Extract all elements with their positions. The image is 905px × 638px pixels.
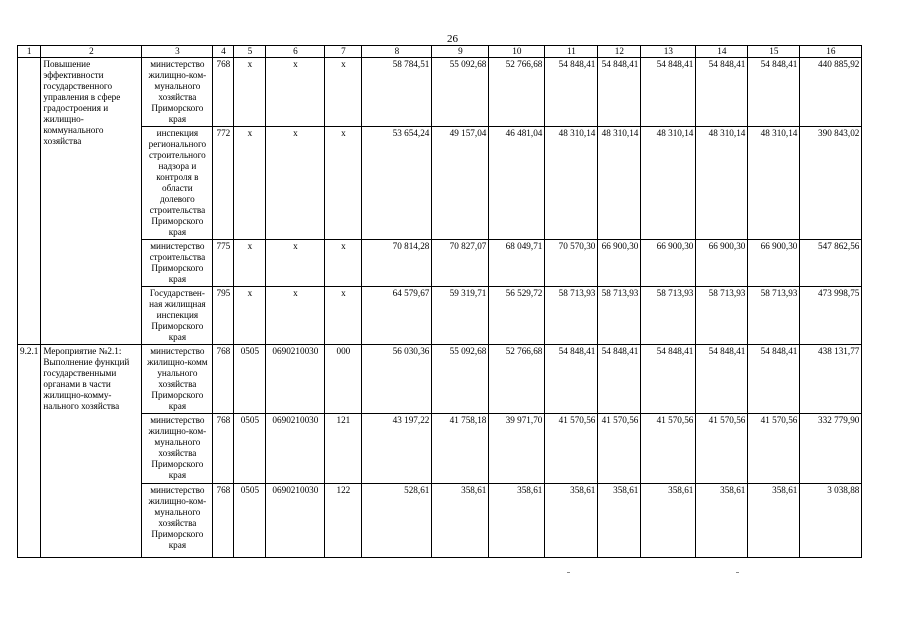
- item-number-cell: [18, 58, 41, 345]
- year-value-cell: 68 049,71: [489, 240, 545, 287]
- column-header: 16: [800, 46, 862, 58]
- column-header: 12: [598, 46, 641, 58]
- column-header: 4: [213, 46, 234, 58]
- year-value-cell: 48 310,14: [598, 127, 641, 240]
- year-value-cell: 66 900,30: [696, 240, 748, 287]
- year-value-cell: 56 529,72: [489, 287, 545, 345]
- year-value-cell: 54 848,41: [545, 345, 598, 414]
- column-header: 9: [432, 46, 489, 58]
- expense-type-code-cell: 122: [325, 484, 362, 558]
- table-row: [18, 58, 862, 127]
- item-number-cell: 9.2.1: [18, 345, 41, 558]
- column-header: 11: [545, 46, 598, 58]
- year-value-cell: 54 848,41: [748, 345, 800, 414]
- scan-speck: [567, 572, 570, 573]
- column-header: 1: [18, 46, 41, 58]
- year-value-cell: 54 848,41: [598, 58, 641, 127]
- year-value-cell: 41 570,56: [598, 414, 641, 484]
- table-row: [18, 127, 862, 240]
- year-value-cell: 58 713,93: [545, 287, 598, 345]
- year-value-cell: 358,61: [696, 484, 748, 558]
- year-value-cell: 41 570,56: [748, 414, 800, 484]
- year-value-cell: 54 848,41: [641, 345, 696, 414]
- year-value-cell: 52 766,68: [489, 345, 545, 414]
- total-value-cell: 390 843,02: [800, 127, 862, 240]
- year-value-cell: 46 481,04: [489, 127, 545, 240]
- grbs-code-cell: 768: [213, 58, 234, 127]
- year-value-cell: 358,61: [748, 484, 800, 558]
- item-name-cell: Повышение эффективности государственного управления в сфере градостроения и жилищно-коммунального хозяйства: [41, 58, 142, 345]
- table-row: [18, 484, 862, 558]
- total-value-cell: 547 862,56: [800, 240, 862, 287]
- year-value-cell: 52 766,68: [489, 58, 545, 127]
- year-value-cell: 66 900,30: [641, 240, 696, 287]
- table-row: [18, 287, 862, 345]
- section-code-cell: x: [234, 240, 266, 287]
- expense-type-code-cell: x: [325, 240, 362, 287]
- column-numbers-row: [18, 46, 862, 58]
- total-value-cell: 3 038,88: [800, 484, 862, 558]
- page-number: 26: [447, 33, 458, 45]
- executor-cell: Государствен-ная жилищная инспекция Приморского края: [142, 287, 213, 345]
- year-value-cell: 54 848,41: [598, 345, 641, 414]
- total-value-cell: 438 131,77: [800, 345, 862, 414]
- expense-type-code-cell: 000: [325, 345, 362, 414]
- total-value-cell: 473 998,75: [800, 287, 862, 345]
- year-value-cell: 54 848,41: [748, 58, 800, 127]
- column-header: 10: [489, 46, 545, 58]
- executor-cell: министерство жилищно-ком-мунального хозяйства Приморского края: [142, 58, 213, 127]
- grbs-code-cell: 772: [213, 127, 234, 240]
- year-value-cell: 48 310,14: [748, 127, 800, 240]
- year-value-cell: 58 713,93: [598, 287, 641, 345]
- year-value-cell: 59 319,71: [432, 287, 489, 345]
- section-code-cell: x: [234, 287, 266, 345]
- year-value-cell: 41 570,56: [641, 414, 696, 484]
- year-value-cell: 528,61: [362, 484, 432, 558]
- total-value-cell: 332 779,90: [800, 414, 862, 484]
- year-value-cell: 48 310,14: [545, 127, 598, 240]
- year-value-cell: 58 713,93: [748, 287, 800, 345]
- year-value-cell: 41 758,18: [432, 414, 489, 484]
- year-value-cell: 70 814,28: [362, 240, 432, 287]
- budget-table: [17, 45, 862, 558]
- year-value-cell: 54 848,41: [545, 58, 598, 127]
- year-value-cell: 66 900,30: [598, 240, 641, 287]
- section-code-cell: 0505: [234, 345, 266, 414]
- grbs-code-cell: 775: [213, 240, 234, 287]
- section-code-cell: 0505: [234, 414, 266, 484]
- year-value-cell: 358,61: [489, 484, 545, 558]
- year-value-cell: 66 900,30: [748, 240, 800, 287]
- column-header: 13: [641, 46, 696, 58]
- year-value-cell: 358,61: [432, 484, 489, 558]
- column-header: 8: [362, 46, 432, 58]
- grbs-code-cell: 768: [213, 345, 234, 414]
- year-value-cell: 358,61: [598, 484, 641, 558]
- expense-type-code-cell: x: [325, 127, 362, 240]
- table-row: [18, 240, 862, 287]
- expense-type-code-cell: x: [325, 287, 362, 345]
- year-value-cell: 53 654,24: [362, 127, 432, 240]
- target-item-code-cell: 0690210030: [266, 414, 325, 484]
- target-item-code-cell: x: [266, 240, 325, 287]
- column-header: 14: [696, 46, 748, 58]
- year-value-cell: 70 827,07: [432, 240, 489, 287]
- expense-type-code-cell: x: [325, 58, 362, 127]
- year-value-cell: 70 570,30: [545, 240, 598, 287]
- executor-cell: министерство жилищно-ком-мунального хозяйства Приморского края: [142, 414, 213, 484]
- target-item-code-cell: 0690210030: [266, 484, 325, 558]
- year-value-cell: 64 579,67: [362, 287, 432, 345]
- year-value-cell: 39 971,70: [489, 414, 545, 484]
- year-value-cell: 49 157,04: [432, 127, 489, 240]
- target-item-code-cell: x: [266, 287, 325, 345]
- year-value-cell: 58 713,93: [696, 287, 748, 345]
- year-value-cell: 58 713,93: [641, 287, 696, 345]
- target-item-code-cell: x: [266, 127, 325, 240]
- year-value-cell: 41 570,56: [545, 414, 598, 484]
- year-value-cell: 54 848,41: [696, 345, 748, 414]
- executor-cell: министерство жилищно-ком-мунального хозяйства Приморского края: [142, 484, 213, 558]
- column-header: 5: [234, 46, 266, 58]
- target-item-code-cell: x: [266, 58, 325, 127]
- year-value-cell: 58 784,51: [362, 58, 432, 127]
- executor-cell: инспекция регионального строительного надзора и контроля в области долевого строительства Приморского края: [142, 127, 213, 240]
- year-value-cell: 55 092,68: [432, 58, 489, 127]
- year-value-cell: 41 570,56: [696, 414, 748, 484]
- year-value-cell: 48 310,14: [696, 127, 748, 240]
- year-value-cell: 55 092,68: [432, 345, 489, 414]
- year-value-cell: 54 848,41: [641, 58, 696, 127]
- column-header: 15: [748, 46, 800, 58]
- section-code-cell: x: [234, 58, 266, 127]
- table-row: [18, 345, 862, 414]
- executor-cell: министерство жилищно-комм унального хозяйства Приморского края: [142, 345, 213, 414]
- grbs-code-cell: 795: [213, 287, 234, 345]
- target-item-code-cell: 0690210030: [266, 345, 325, 414]
- expense-type-code-cell: 121: [325, 414, 362, 484]
- year-value-cell: 56 030,36: [362, 345, 432, 414]
- section-code-cell: 0505: [234, 484, 266, 558]
- column-header: 3: [142, 46, 213, 58]
- year-value-cell: 54 848,41: [696, 58, 748, 127]
- year-value-cell: 358,61: [545, 484, 598, 558]
- grbs-code-cell: 768: [213, 414, 234, 484]
- section-code-cell: x: [234, 127, 266, 240]
- executor-cell: министерство строительства Приморского края: [142, 240, 213, 287]
- column-header: 6: [266, 46, 325, 58]
- year-value-cell: 43 197,22: [362, 414, 432, 484]
- column-header: 7: [325, 46, 362, 58]
- year-value-cell: 48 310,14: [641, 127, 696, 240]
- scan-speck: [736, 572, 739, 573]
- total-value-cell: 440 885,92: [800, 58, 862, 127]
- table-row: [18, 414, 862, 484]
- year-value-cell: 358,61: [641, 484, 696, 558]
- item-name-cell: Мероприятие №2.1: Выполнение функций государственными органами в части жилищно-комму-нального хозяйства: [41, 345, 142, 558]
- column-header: 2: [41, 46, 142, 58]
- grbs-code-cell: 768: [213, 484, 234, 558]
